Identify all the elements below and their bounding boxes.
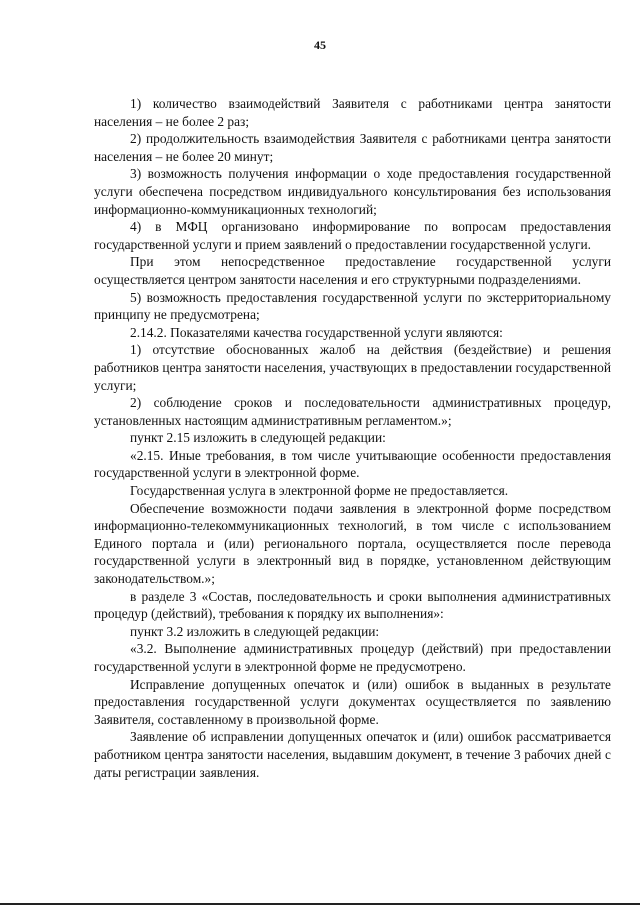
paragraph: 5) возможность предоставления государственной услуги по экстерриториальному принципу не предусмотрена; [94, 289, 611, 323]
paragraph: 1) количество взаимодействий Заявителя с работниками центра занятости населения – не более 2 раз; [94, 96, 611, 129]
paragraph: Обеспечение возможности подачи заявления в электронной форме посредством информационно-телекоммуникационных технологий, в том числе с использованием Единого портала и (или) регионального портала, осуществляется после перевода государственной услуги в электронный вид в порядке, установленном действующим законодательством.»; [94, 500, 611, 587]
paragraph: в разделе 3 «Состав, последовательность и сроки выполнения административных процедур (действий), требования к порядку их выполнения»: [94, 588, 611, 622]
paragraph: 3) возможность получения информации о ходе предоставления государственной услуги обеспечена посредством индивидуального консультирования без использования информационно-коммуникационных технологий; [94, 166, 611, 217]
page-number: 45 [314, 38, 326, 52]
paragraph: 4) в МФЦ организовано информирование по вопросам предоставления государственной услуги и прием заявлений о предоставлении государственной услуги. [94, 219, 611, 252]
paragraph: 2.14.2. Показателями качества государственной услуги являются: [130, 324, 503, 340]
paragraph: Исправление допущенных опечаток и (или) ошибок в выданных в результате предоставления государственной услуги документах осуществляется по заявлению Заявителя, составленному в произвольной форме. [94, 676, 611, 727]
paragraph: пункт 3.2 изложить в следующей редакции: [130, 623, 380, 639]
paragraph: «3.2. Выполнение административных процедур (действий) при предоставлении государственной услуги в электронной форме не предусмотрено. [94, 641, 611, 674]
paragraph: 2) соблюдение сроков и последовательности административных процедур, установленных настоящим административным регламентом.»; [94, 395, 611, 428]
document-body [94, 95, 611, 781]
paragraph: Заявление об исправлении допущенных опечаток и (или) ошибок рассматривается работником центра занятости населения, выдавшим документ, в течение 3 рабочих дней с даты регистрации заявления. [94, 729, 611, 780]
paragraph: «2.15. Иные требования, в том числе учитывающие особенности предоставления государственной услуги в электронной форме. [94, 447, 611, 481]
paragraph: При этом непосредственное предоставление государственной услуги осуществляется центром занятости населения и его структурными подразделениями. [94, 254, 611, 287]
paragraph: 1) отсутствие обоснованных жалоб на действия (бездействие) и решения работников центра занятости населения, участвующих в предоставлении государственной услуги; [94, 342, 611, 393]
paragraph: 2) продолжительность взаимодействия Заявителя с работниками центра занятости населения – не более 20 минут; [94, 131, 611, 164]
paragraph: пункт 2.15 изложить в следующей редакции: [130, 430, 386, 446]
paragraph: Государственная услуга в электронной форме не предоставляется. [130, 483, 509, 499]
